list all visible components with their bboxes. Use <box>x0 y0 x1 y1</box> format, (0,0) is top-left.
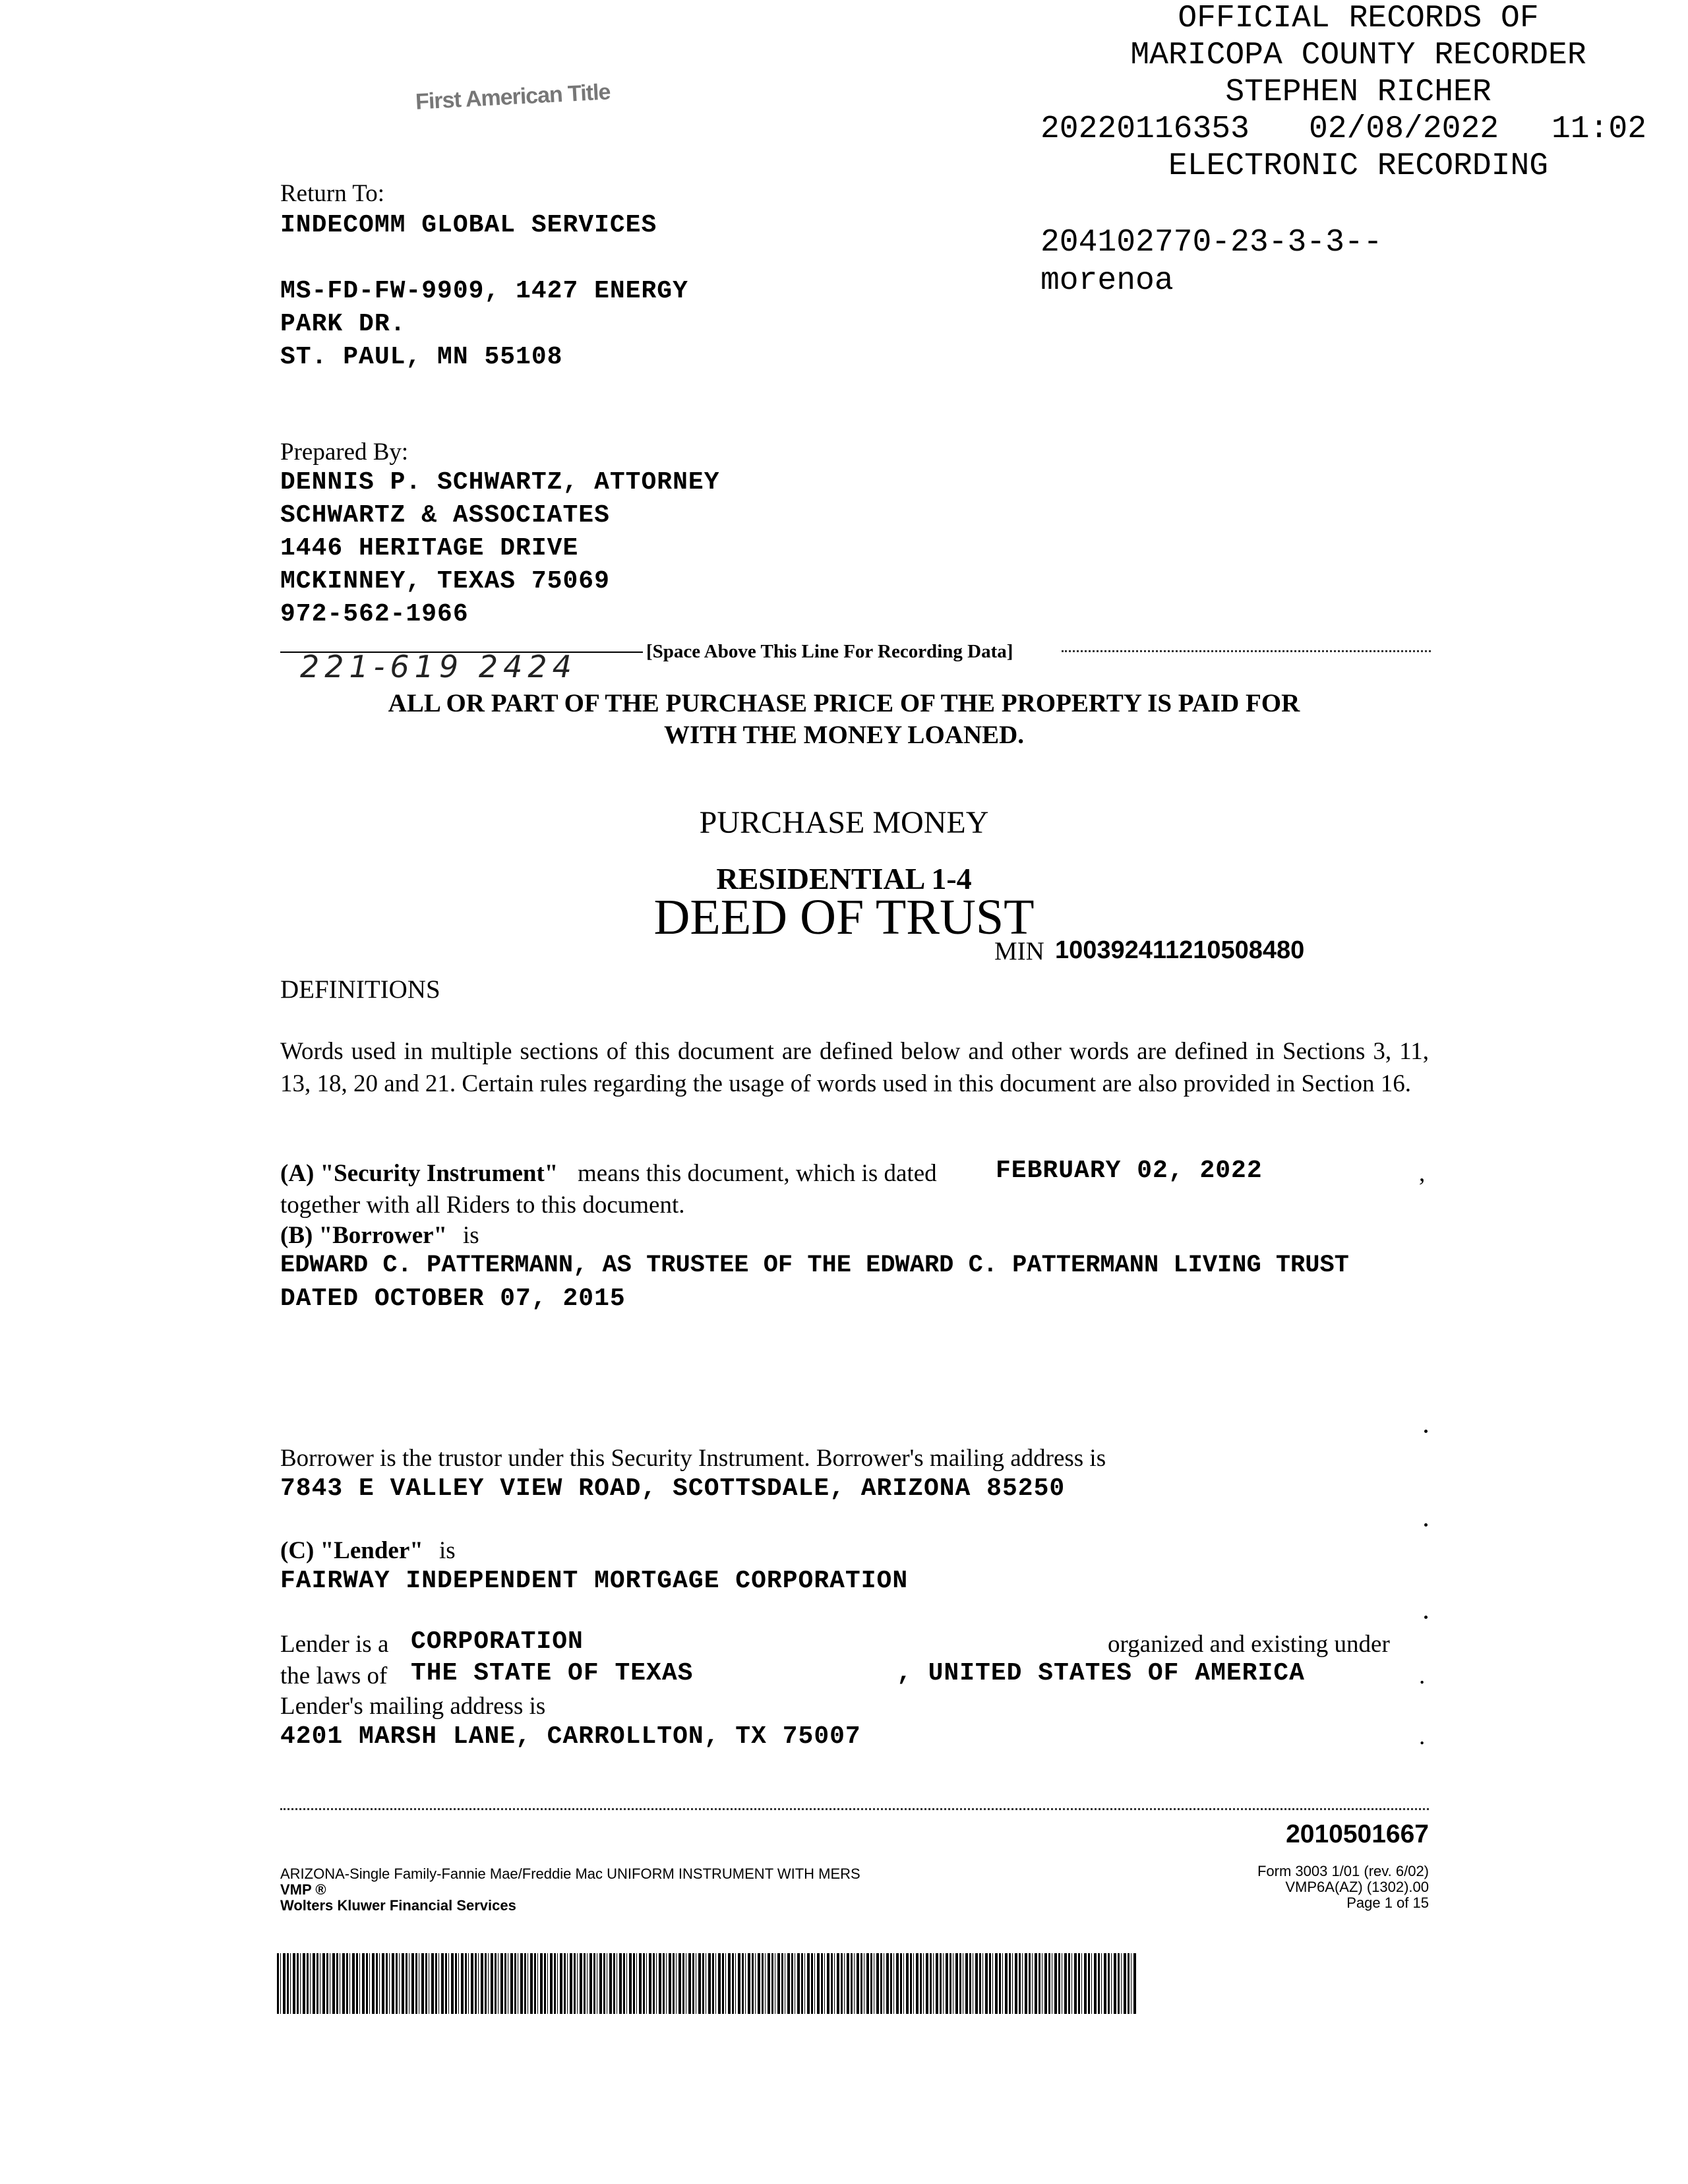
borrower-name-line-1: EDWARD C. PATTERMANN, AS TRUSTEE OF THE EDWARD C. PATTERMANN LIVING TRUST <box>280 1252 1349 1279</box>
security-instrument-text-2: together with all Riders to this document. <box>280 1192 685 1219</box>
lender-mailing-label: Lender's mailing address is <box>280 1693 546 1720</box>
prepared-by-line-2: SCHWARTZ & ASSOCIATES <box>280 501 610 530</box>
prepared-by-label: Prepared By: <box>280 439 409 466</box>
borrower-name-line-2: DATED OCTOBER 07, 2015 <box>280 1285 626 1313</box>
recorder-time: 11:02 <box>1552 111 1647 147</box>
first-american-title-logo: First American Title <box>415 79 611 115</box>
lender-is: is <box>439 1537 456 1564</box>
borrower-label: (B) "Borrower" <box>280 1222 448 1249</box>
lender-laws-of-text: the laws of <box>280 1662 388 1689</box>
return-to-name: INDECOMM GLOBAL SERVICES <box>280 211 657 239</box>
deed-of-trust-title: DEED OF TRUST <box>653 890 1035 945</box>
borrower-is: is <box>463 1222 479 1249</box>
recorder-line-1: OFFICIAL RECORDS OF <box>1178 1 1539 36</box>
security-instrument-date: FEBRUARY 02, 2022 <box>996 1157 1263 1185</box>
recorder-reference: 204102770-23-3-3-- <box>1040 225 1383 260</box>
lender-entity-type: CORPORATION <box>411 1627 584 1656</box>
return-to-label: Return To: <box>280 180 385 207</box>
min-number: 100392411210508480 <box>1055 936 1305 964</box>
document-barcode <box>277 1953 1137 2014</box>
definitions-heading: DEFINITIONS <box>280 975 440 1004</box>
footer-publisher: Wolters Kluwer Financial Services <box>280 1897 516 1914</box>
recorder-line-2: MARICOPA COUNTY RECORDER <box>1130 38 1586 73</box>
return-to-address-3: ST. PAUL, MN 55108 <box>280 343 563 371</box>
lender-country-period: . <box>1419 1662 1426 1689</box>
lender-organized-text: organized and existing under <box>1108 1631 1390 1658</box>
recorder-user: morenoa <box>1040 263 1174 299</box>
recorder-line-5: ELECTRONIC RECORDING <box>1168 148 1549 184</box>
recorder-date: 02/08/2022 <box>1309 111 1499 147</box>
lender-mailing-period: . <box>1419 1723 1426 1750</box>
borrower-trustor-text: Borrower is the trustor under this Security Instrument. Borrower's mailing address is <box>280 1445 1106 1472</box>
purchase-money-heading: PURCHASE MONEY <box>699 805 989 840</box>
borrower-address-dot <box>1424 1523 1428 1527</box>
return-to-address-1: MS-FD-FW-9909, 1427 ENERGY <box>280 277 688 305</box>
lender-name: FAIRWAY INDEPENDENT MORTGAGE CORPORATION <box>280 1567 909 1595</box>
lender-state: THE STATE OF TEXAS <box>411 1659 694 1687</box>
lender-country: , UNITED STATES OF AMERICA <box>897 1659 1305 1687</box>
lender-name-dot <box>1424 1616 1428 1619</box>
prepared-by-line-3: 1446 HERITAGE DRIVE <box>280 534 579 562</box>
footer-dotted-rule <box>280 1808 1429 1810</box>
footer-vmp-code: VMP6A(AZ) (1302).00 <box>1285 1879 1429 1895</box>
footer-page-number: Page 1 of 15 <box>1346 1895 1429 1911</box>
security-instrument-comma: , <box>1419 1160 1426 1187</box>
handwritten-number: 221-619 2424 <box>300 649 577 684</box>
definitions-intro: Words used in multiple sections of this document are defined below and other words are defined in Sections 3, 11, 13, 18, 20 and 21. Certain rules regarding the usage of words used in this document are also provided in Section 16. <box>280 1038 1429 1097</box>
recording-line-right <box>1062 650 1431 652</box>
footer-form-description: ARIZONA-Single Family-Fannie Mae/Freddie Mac UNIFORM INSTRUMENT WITH MERS <box>280 1866 860 1882</box>
security-instrument-label: (A) "Security Instrument" <box>280 1160 558 1187</box>
min-label: MIN <box>994 937 1044 965</box>
security-instrument-text: means this document, which is dated <box>578 1160 937 1187</box>
prepared-by-line-5: 972-562-1966 <box>280 600 469 628</box>
lender-mailing-address: 4201 MARSH LANE, CARROLLTON, TX 75007 <box>280 1722 861 1751</box>
lender-label: (C) "Lender" <box>280 1537 423 1564</box>
purchase-notice-line-1: ALL OR PART OF THE PURCHASE PRICE OF THE PROPERTY IS PAID FOR <box>388 689 1300 717</box>
return-to-address-2: PARK DR. <box>280 310 406 338</box>
prepared-by-line-4: MCKINNEY, TEXAS 75069 <box>280 567 610 595</box>
loan-number: 2010501667 <box>1286 1820 1429 1848</box>
purchase-notice-line-2: WITH THE MONEY LOANED. <box>663 721 1025 749</box>
recorder-fee-number: 20220116353 <box>1040 111 1250 147</box>
lender-is-a-text: Lender is a <box>280 1631 389 1658</box>
prepared-by-line-1: DENNIS P. SCHWARTZ, ATTORNEY <box>280 468 720 497</box>
recorder-line-3: STEPHEN RICHER <box>1225 75 1492 110</box>
borrower-address: 7843 E VALLEY VIEW ROAD, SCOTTSDALE, ARIZONA 85250 <box>280 1474 1066 1503</box>
residential-heading: RESIDENTIAL 1-4 <box>716 862 972 895</box>
footer-form-number: Form 3003 1/01 (rev. 6/02) <box>1257 1863 1429 1879</box>
space-above-line-label: [Space Above This Line For Recording Data] <box>646 641 1013 662</box>
borrower-end-dot <box>1424 1430 1428 1433</box>
footer-vmp-mark: VMP ® <box>280 1881 326 1898</box>
